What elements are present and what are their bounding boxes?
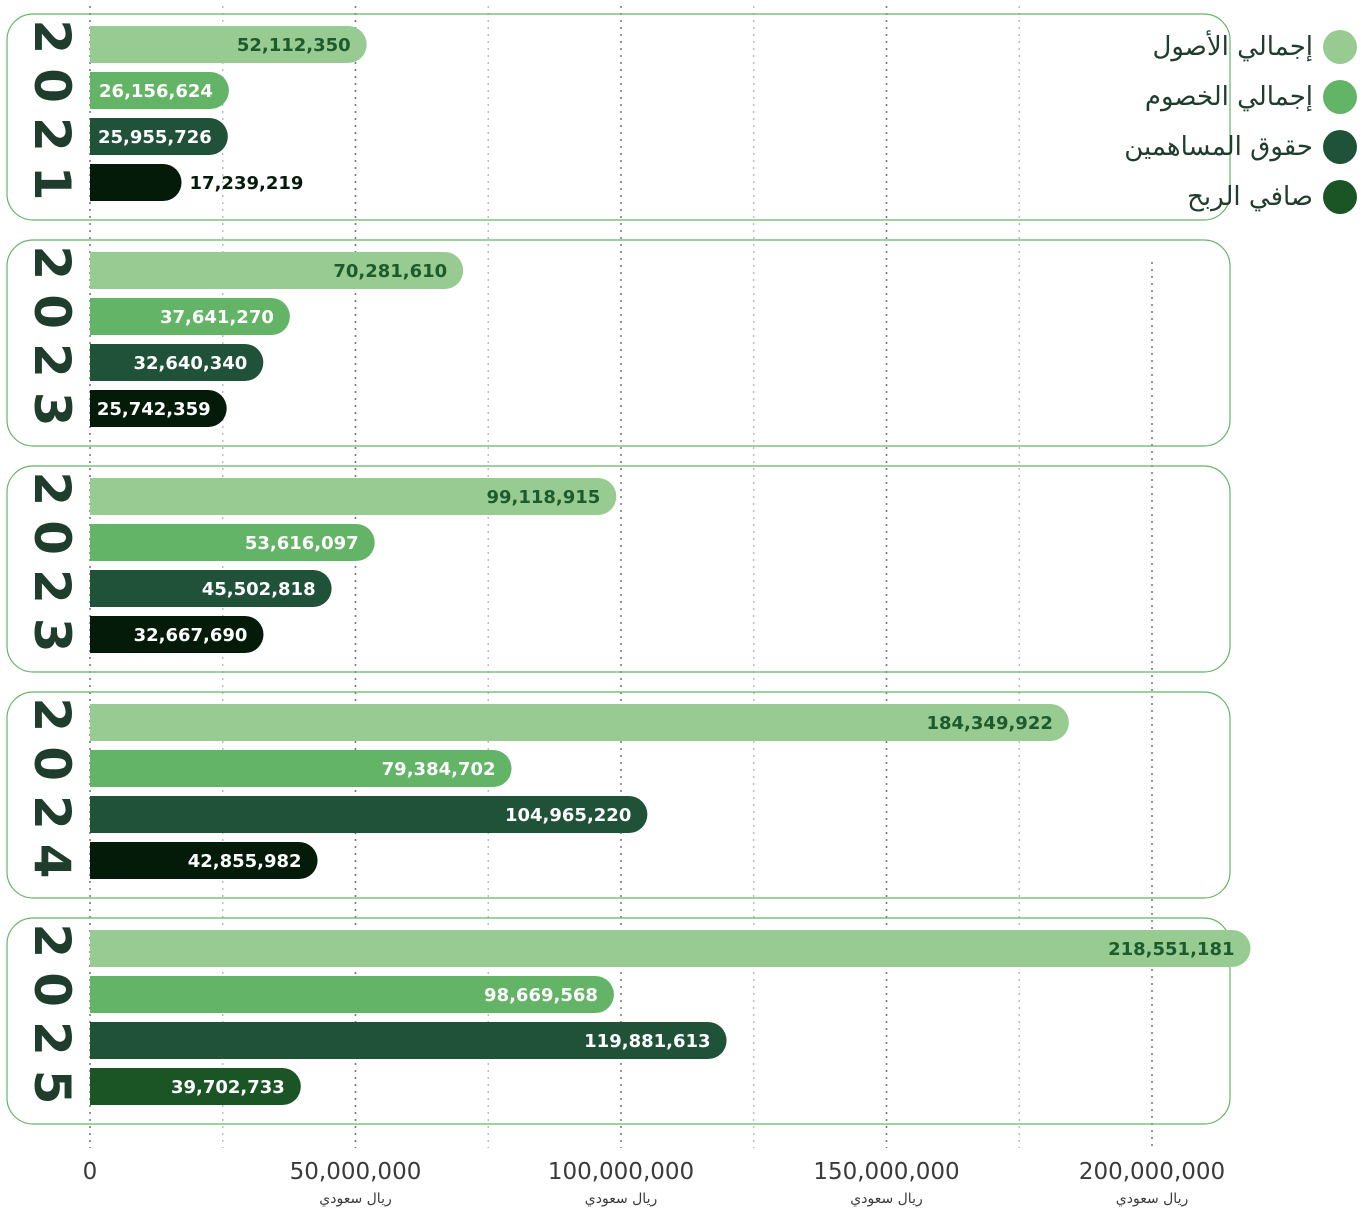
data-label: 25,955,726 [97,127,212,148]
data-label: 52,112,350 [236,35,351,56]
year-label: 2021 [23,19,81,215]
x-tick-label: 200,000,000 [1078,1159,1226,1185]
data-label: 25,742,359 [96,399,211,420]
x-tick-label: 150,000,000 [813,1159,960,1185]
data-label: 37,641,270 [160,307,274,328]
bar [90,164,182,201]
x-axis [83,1159,1225,1207]
legend-swatch [1323,30,1357,64]
x-tick-unit: ريال سعودي [1115,1191,1189,1207]
data-label: 17,239,219 [189,173,304,194]
x-tick-unit: ريال سعودي [584,1191,658,1207]
data-label: 39,702,733 [170,1077,285,1098]
legend-item-shareholders-equity [997,122,1357,172]
data-label: 184,349,922 [926,713,1053,734]
legend-swatch [1323,130,1357,164]
data-label: 218,551,181 [1108,939,1235,960]
data-label: 119,881,613 [584,1031,711,1052]
data-label: 70,281,610 [333,261,448,282]
legend-swatch [1323,180,1357,214]
bar [90,930,1251,967]
data-label: 104,965,220 [504,805,632,826]
data-label: 32,640,340 [133,353,248,374]
legend-item-net-profit [997,172,1357,222]
legend-label: إجمالي الأصول [1152,32,1313,62]
legend-item-total-assets [997,22,1357,72]
data-label: 99,118,915 [486,487,601,508]
data-label: 98,669,568 [484,985,598,1006]
legend-label: إجمالي الخصوم [1144,82,1313,112]
legend-label: صافي الربح [1187,182,1313,212]
x-tick-label: 100,000,000 [547,1159,695,1185]
data-label: 42,855,982 [187,851,302,872]
data-label: 45,502,818 [201,579,316,600]
x-tick-label: 0 [82,1159,98,1185]
x-tick-label: 50,000,000 [289,1159,422,1185]
x-tick-unit: ريال سعودي [850,1191,923,1207]
legend-item-total-liabilities [997,72,1357,122]
x-tick-unit: ريال سعودي [319,1191,392,1207]
legend [997,22,1357,222]
year-label: 2025 [23,923,81,1119]
legend-swatch [1323,80,1357,114]
data-label: 79,384,702 [381,759,496,780]
data-label: 53,616,097 [244,533,359,554]
bar [90,704,1069,741]
data-label: 26,156,624 [99,81,213,102]
year-label: 2023 [23,471,81,667]
year-label: 2024 [23,697,81,893]
data-label: 32,667,690 [133,625,248,646]
year-label: 2023 [23,245,81,441]
legend-label: حقوق المساهمين [1124,132,1313,162]
